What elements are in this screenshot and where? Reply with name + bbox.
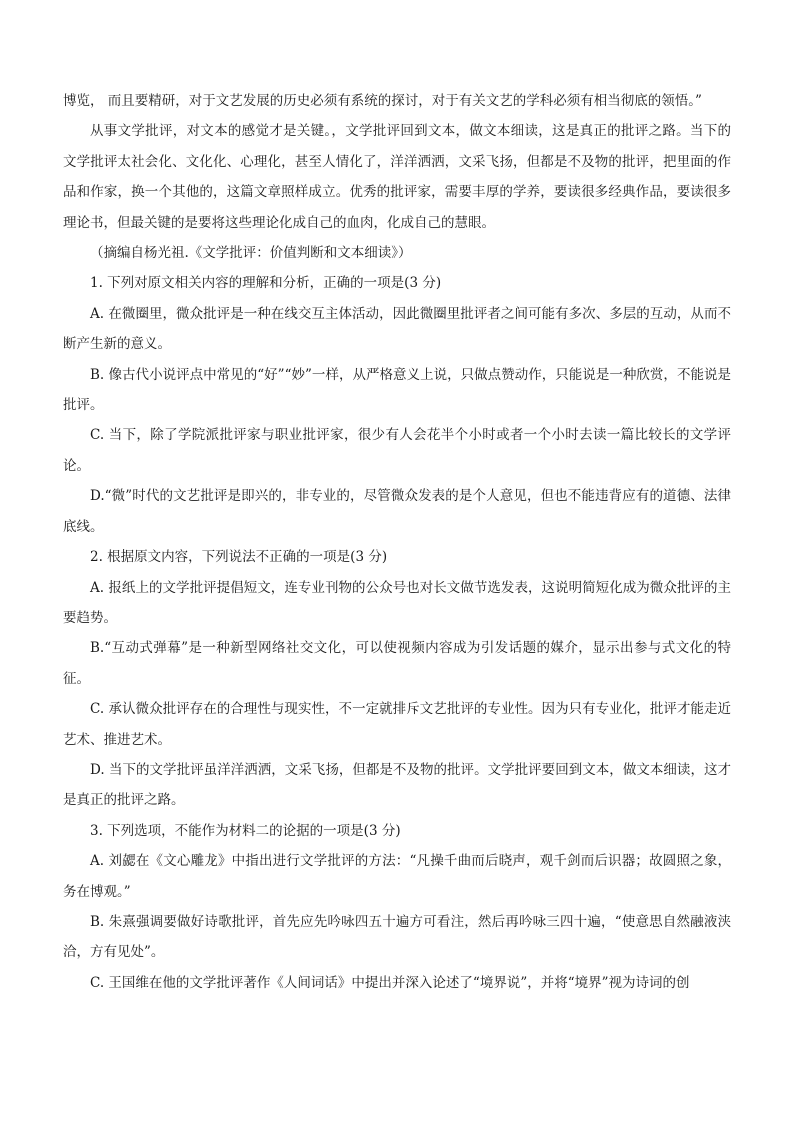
paragraph-textual-criticism: 从事文学批评，对文本的感觉才是关键。，文学批评回到文本，做文本细读，这是真正的批评之路。当下的文学批评太社会化、文化化、心理化，甚至人情化了，洋洋洒洒，文采飞扬，但都是不及物的批评，把里面的作品和作家，换一个其他的，这篇文章照样成立。优秀的批评家，需要丰厚的学养，要读很多经典作品，要读很多理论书，但最关键的是要将这些理论化成自己的血肉，化成自己的慧眼。 xyxy=(63,123,731,231)
question-1-option-a: A. 在微圈里，微众批评是一种在线交互主体活动，因此微圈里批评者之间可能有多次、多层的互动，从而不断产生新的意义。 xyxy=(63,305,731,353)
question-1-option-d: D.“微”时代的文艺批评是即兴的，非专业的，尽管微众发表的是个人意见，但也不能违背应有的道德、法律底线。 xyxy=(63,488,731,535)
question-3-option-c: C. 王国维在他的文学批评著作《人间词话》中提出并深入论述了“境界说”，并将“境界”视为诗词的创 xyxy=(90,974,690,991)
question-2-stem: 2. 根据原文内容，下列说法不正确的一项是(3 分) xyxy=(90,549,388,566)
question-1-stem: 1. 下列对原文相关内容的理解和分析，正确的一项是(3 分) xyxy=(90,275,442,292)
question-3-stem: 3. 下列选项，不能作为材料二的论据的一项是(3 分) xyxy=(90,822,401,839)
document-body xyxy=(63,86,731,998)
question-3-option-b: B. 朱熹强调要做好诗歌批评，首先应先吟咏四五十遍方可看注，然后再吟咏三四十遍，“使意思自然融液浃洽，方有见处”。 xyxy=(63,913,731,961)
question-2-option-b: B.“互动式弹幕”是一种新型网络社交文化，可以使视频内容成为引发话题的媒介，显示出参与式文化的特征。 xyxy=(63,640,731,687)
question-2-option-c: C. 承认微众批评存在的合理性与现实性，不一定就排斥文艺批评的专业性。因为只有专业化，批评才能走近艺术、推进艺术。 xyxy=(63,701,731,748)
question-3-option-a: A. 刘勰在《文心雕龙》中指出进行文学批评的方法：“凡操千曲而后晓声，观千剑而后识器；故圆照之象，务在博观。” xyxy=(63,853,731,900)
question-1-option-c: C. 当下，除了学院派批评家与职业批评家，很少有人会花半个小时或者一个小时去读一篇比较长的文学评论。 xyxy=(63,427,731,474)
question-2-option-a: A. 报纸上的文学批评提倡短文，连专业刊物的公众号也对长文做节选发表，这说明简短化成为微众批评的主要趋势。 xyxy=(63,579,731,626)
question-1-option-b: B. 像古代小说评点中常见的“好”“妙”一样，从严格意义上说，只做点赞动作，只能说是一种欣赏，不能说是批评。 xyxy=(63,366,731,414)
paragraph-continuation: 博览， 而且要精研，对于文艺发展的历史必须有系统的探讨，对于有关文艺的学科必须有相当彻底的领悟。” xyxy=(63,93,702,109)
question-2-option-d: D. 当下的文学批评虽洋洋洒洒，文采飞扬，但都是不及物的批评。文学批评要回到文本，做文本细读，这才是真正的批评之路。 xyxy=(63,761,731,809)
source-citation: （摘编自杨光祖.《文学批评：价值判断和文本细读》） xyxy=(90,245,412,262)
